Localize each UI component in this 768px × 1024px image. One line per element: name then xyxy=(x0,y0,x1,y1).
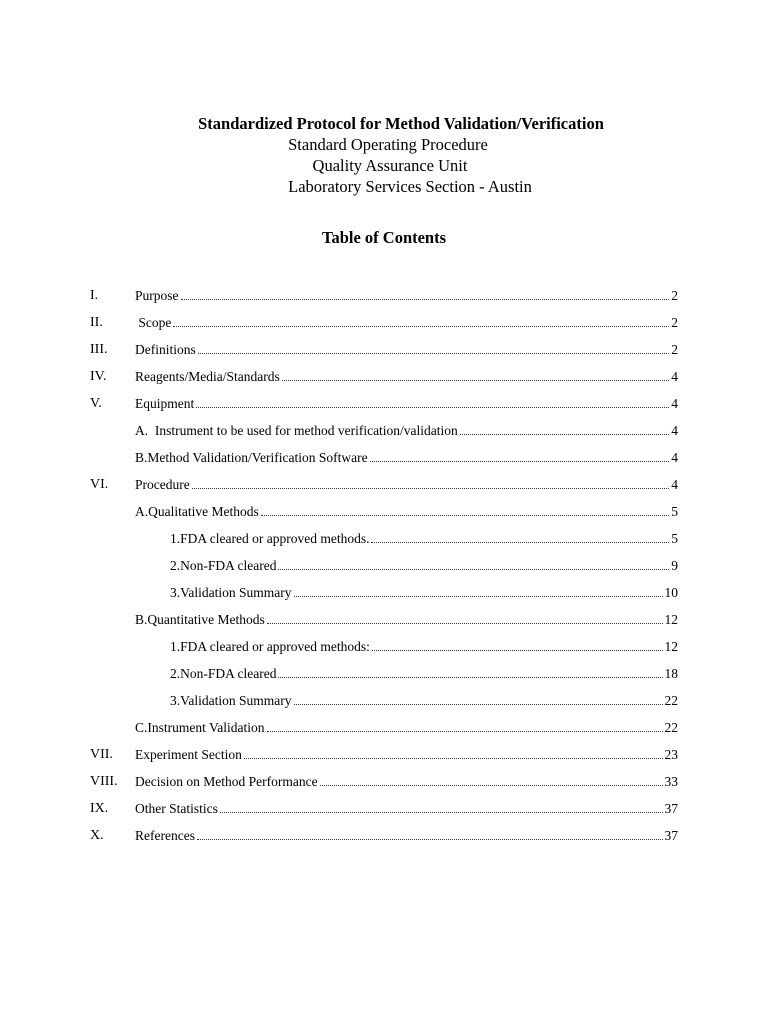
toc-dot-leader xyxy=(181,298,670,300)
toc-entry-page: 9 xyxy=(671,558,678,573)
toc-entry-page: 37 xyxy=(664,828,678,843)
toc-subentry[interactable] xyxy=(0,419,768,446)
toc-entry-number: X. xyxy=(90,828,104,843)
toc-entry-page: 2 xyxy=(671,288,678,303)
toc-entry-number: IV. xyxy=(90,369,107,384)
toc-entry-page: 22 xyxy=(664,693,678,708)
toc-entry[interactable] xyxy=(0,824,768,851)
toc-dot-leader xyxy=(320,784,663,786)
toc-entry-label: A.Qualitative Methods xyxy=(135,504,259,519)
toc-entry-page: 12 xyxy=(664,639,678,654)
toc-entry-page: 4 xyxy=(671,423,678,438)
toc-entry-label: 2.Non-FDA cleared xyxy=(170,558,277,573)
toc-dot-leader xyxy=(197,838,663,840)
toc-entry[interactable] xyxy=(0,797,768,824)
toc-dot-leader xyxy=(267,622,663,624)
toc-entry-label: Equipment xyxy=(135,396,195,411)
toc-entry-label: References xyxy=(135,828,195,843)
toc-entry-page: 37 xyxy=(664,801,678,816)
document-subtitle-sop: Standard Operating Procedure xyxy=(288,135,488,154)
toc-dot-leader xyxy=(196,406,669,408)
toc-entry-number: V. xyxy=(90,396,102,411)
toc-entry-page: 2 xyxy=(671,315,678,330)
toc-entry-label: Scope xyxy=(135,315,172,330)
toc-dot-leader xyxy=(261,514,670,516)
toc-entry-number: II. xyxy=(90,315,103,330)
toc-entry[interactable] xyxy=(0,743,768,770)
toc-entry-label: B.Method Validation/Verification Software xyxy=(135,450,368,465)
toc-entry[interactable] xyxy=(0,365,768,392)
document-title: Standardized Protocol for Method Validation/Verification xyxy=(198,114,604,133)
toc-entry-label: Other Statistics xyxy=(135,801,218,816)
toc-dot-leader xyxy=(192,487,670,489)
toc-entry-label: 3.Validation Summary xyxy=(170,693,292,708)
toc-entry-label: Decision on Method Performance xyxy=(135,774,318,789)
toc-dot-leader xyxy=(278,568,669,570)
toc-entry-label: 1.FDA cleared or approved methods: xyxy=(170,639,370,654)
toc-entry-label: C.Instrument Validation xyxy=(135,720,265,735)
toc-entry-label: A. Instrument to be used for method verification/validation xyxy=(135,423,458,438)
toc-dot-leader xyxy=(198,352,670,354)
toc-entry-label: Reagents/Media/Standards xyxy=(135,369,280,384)
toc-dot-leader xyxy=(294,595,663,597)
toc-subsubentry[interactable] xyxy=(0,635,768,662)
toc-subentry[interactable] xyxy=(0,446,768,473)
toc-entry[interactable] xyxy=(0,311,768,338)
toc-entry-number: IX. xyxy=(90,801,109,816)
toc-entry-page: 4 xyxy=(671,450,678,465)
document-header xyxy=(0,113,768,197)
document-subtitle-unit: Quality Assurance Unit xyxy=(312,156,468,175)
table-of-contents xyxy=(0,284,768,851)
toc-entry-page: 23 xyxy=(664,747,678,762)
toc-dot-leader xyxy=(278,676,662,678)
toc-entry-number: VII. xyxy=(90,747,113,762)
toc-subsubentry[interactable] xyxy=(0,662,768,689)
toc-entry-label: Experiment Section xyxy=(135,747,242,762)
toc-entry-page: 33 xyxy=(664,774,678,789)
toc-entry-label: Definitions xyxy=(135,342,196,357)
toc-dot-leader xyxy=(282,379,670,381)
toc-entry-page: 4 xyxy=(671,477,678,492)
toc-entry-page: 10 xyxy=(664,585,678,600)
toc-dot-leader xyxy=(267,730,663,732)
toc-dot-leader xyxy=(460,433,669,435)
toc-subsubentry[interactable] xyxy=(0,554,768,581)
toc-entry-label: B.Quantitative Methods xyxy=(135,612,265,627)
toc-entry[interactable] xyxy=(0,284,768,311)
toc-entry-label: 3.Validation Summary xyxy=(170,585,292,600)
toc-subentry[interactable] xyxy=(0,500,768,527)
toc-entry-number: VI. xyxy=(90,477,109,492)
toc-dot-leader xyxy=(372,649,663,651)
toc-dot-leader xyxy=(244,757,663,759)
toc-subsubentry[interactable] xyxy=(0,527,768,554)
toc-entry-page: 5 xyxy=(671,504,678,519)
toc-entry-label: Purpose xyxy=(135,288,179,303)
toc-entry[interactable] xyxy=(0,770,768,797)
toc-entry-page: 5 xyxy=(671,531,678,546)
toc-entry-page: 18 xyxy=(664,666,678,681)
toc-subsubentry[interactable] xyxy=(0,689,768,716)
toc-entry-page: 2 xyxy=(671,342,678,357)
toc-subentry[interactable] xyxy=(0,608,768,635)
toc-entry[interactable] xyxy=(0,473,768,500)
toc-dot-leader xyxy=(220,811,663,813)
toc-dot-leader xyxy=(370,460,670,462)
toc-dot-leader xyxy=(371,541,669,543)
toc-entry-page: 4 xyxy=(671,369,678,384)
toc-entry-page: 12 xyxy=(664,612,678,627)
toc-entry-label: 2.Non-FDA cleared xyxy=(170,666,277,681)
document-subtitle-section: Laboratory Services Section - Austin xyxy=(288,177,532,196)
toc-entry[interactable] xyxy=(0,392,768,419)
toc-entry[interactable] xyxy=(0,338,768,365)
toc-entry-number: III. xyxy=(90,342,108,357)
toc-entry-label: Procedure xyxy=(135,477,190,492)
toc-entry-number: I. xyxy=(90,288,99,303)
toc-entry-page: 22 xyxy=(664,720,678,735)
toc-entry-label: 1.FDA cleared or approved methods. xyxy=(170,531,370,546)
toc-dot-leader xyxy=(294,703,663,705)
toc-heading: Table of Contents xyxy=(321,228,447,247)
toc-dot-leader xyxy=(173,325,669,327)
toc-subsubentry[interactable] xyxy=(0,581,768,608)
toc-entry-page: 4 xyxy=(671,396,678,411)
toc-subentry[interactable] xyxy=(0,716,768,743)
toc-entry-number: VIII. xyxy=(90,774,118,789)
